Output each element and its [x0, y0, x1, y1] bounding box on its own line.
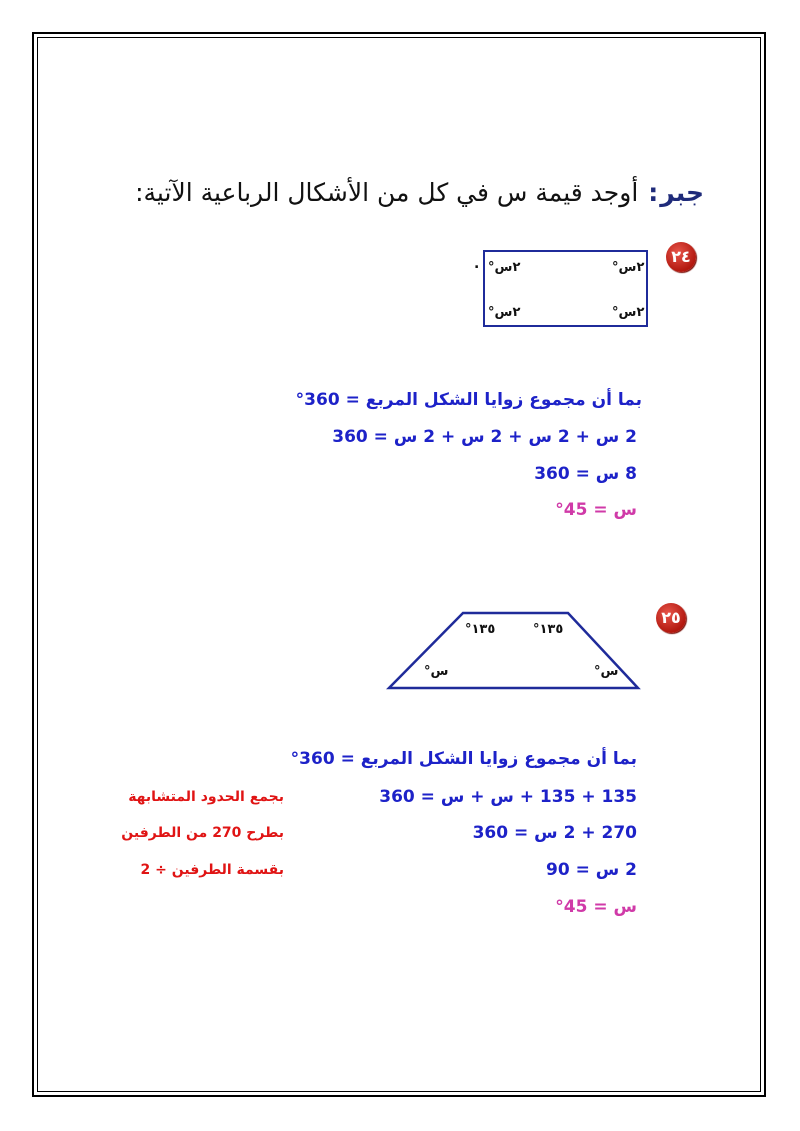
angle-bottom-right: ٢س° — [612, 305, 645, 320]
angle-trap-bottom-right: س° — [594, 664, 619, 679]
angle-trap-bottom-left: س° — [424, 664, 449, 679]
p24-result: س = 45° — [555, 500, 637, 520]
p25-step-1: بما أن مجموع زوايا الشكل المربع = 360° — [290, 749, 637, 769]
p25-step-4: 2 س = 90 — [546, 860, 637, 880]
p24-step-2: 2 س + 2 س + 2 س + 2 س = 360 — [332, 427, 637, 447]
heading-text: أوجد قيمة س في كل من الأشكال الرباعية الآتية: — [135, 178, 639, 207]
angle-trap-top-left: ١٣٥° — [465, 622, 496, 637]
p25-result: س = 45° — [555, 897, 637, 917]
p25-note-2: بطرح 270 من الطرفين — [121, 825, 284, 841]
stray-dot: . — [474, 256, 480, 272]
p25-step-3: 270 + 2 س = 360 — [472, 823, 637, 843]
heading-label: جبر — [660, 178, 704, 207]
p25-step-2: 135 + 135 + س + س = 360 — [379, 787, 637, 807]
angle-top-right: ٢س° — [612, 260, 645, 275]
heading-separator: : — [648, 178, 659, 207]
p24-step-1: بما أن مجموع زوايا الشكل المربع = 360° — [295, 390, 642, 410]
problem-25-badge: ٢٥ — [656, 603, 686, 633]
p25-note-1: بجمع الحدود المتشابهة — [128, 789, 284, 805]
p24-step-3: 8 س = 360 — [534, 464, 637, 484]
p25-note-3: بقسمة الطرفين ÷ 2 — [140, 862, 284, 878]
angle-bottom-left: ٢س° — [488, 305, 521, 320]
angle-top-left: ٢س° — [488, 260, 521, 275]
angle-trap-top-right: ١٣٥° — [533, 622, 564, 637]
problem-24-badge: ٢٤ — [666, 242, 696, 272]
